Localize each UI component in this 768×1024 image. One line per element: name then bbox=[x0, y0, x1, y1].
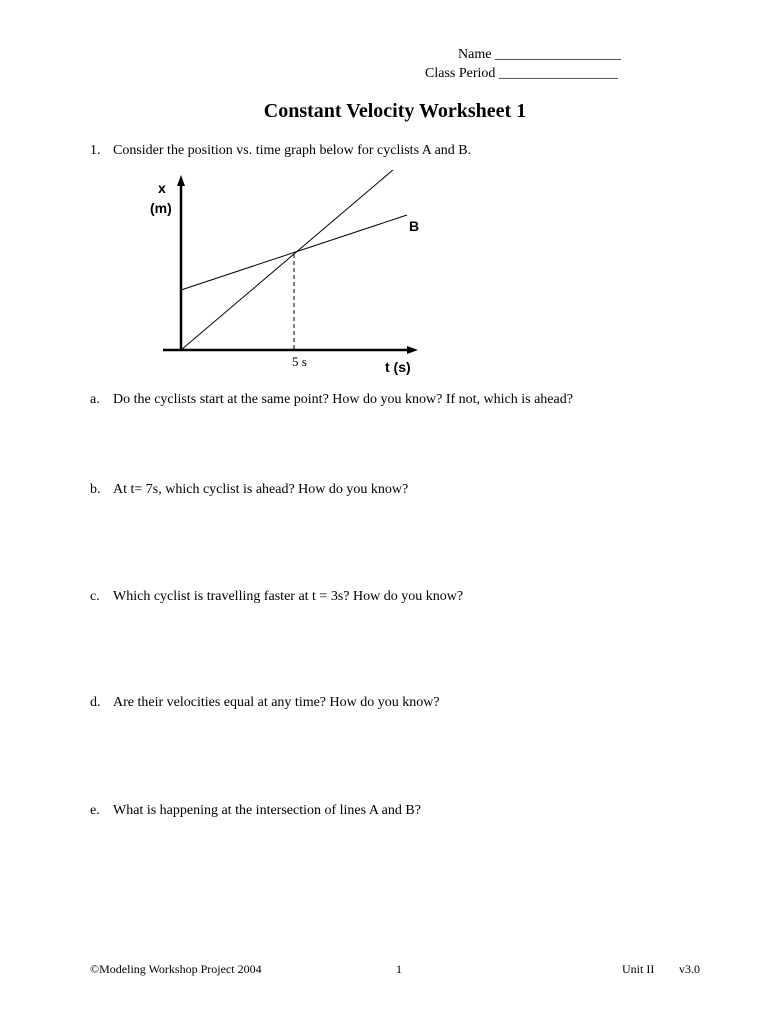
page-title: Constant Velocity Worksheet 1 bbox=[263, 100, 527, 122]
x-axis-arrow bbox=[407, 346, 418, 354]
question-1-number: 1. bbox=[90, 143, 101, 158]
y-axis-label-symbol: x bbox=[158, 180, 166, 196]
subquestion-row bbox=[0, 695, 768, 715]
subquestion-letter: c. bbox=[90, 589, 100, 604]
subquestion-text: Are their velocities equal at any time? How do you know? bbox=[113, 695, 440, 710]
subquestion-text: Do the cyclists start at the same point? How do you know? If not, which is ahead? bbox=[113, 392, 573, 407]
footer-version: v3.0 bbox=[679, 962, 700, 976]
subquestion-letter: b. bbox=[90, 482, 101, 497]
subquestion-text: Which cyclist is travelling faster at t = 3s? How do you know? bbox=[113, 589, 464, 604]
series-label-b: B bbox=[409, 218, 420, 234]
y-axis-arrow bbox=[177, 175, 185, 186]
footer-copyright: ©Modeling Workshop Project 2004 bbox=[90, 962, 262, 976]
subquestion-row bbox=[0, 589, 768, 609]
position-time-graph bbox=[0, 170, 768, 385]
subquestion-row bbox=[0, 392, 768, 412]
y-axis-label-unit: (m) bbox=[150, 200, 172, 216]
footer-page-number: 1 bbox=[396, 962, 402, 976]
subquestion-row bbox=[0, 482, 768, 502]
series-line-a bbox=[181, 170, 407, 350]
name-field-label: Name __________________ bbox=[458, 47, 621, 62]
subquestion-row bbox=[0, 803, 768, 823]
subquestion-text: At t= 7s, which cyclist is ahead? How do you know? bbox=[113, 482, 409, 497]
class-period-field-label: Class Period _________________ bbox=[425, 66, 618, 81]
question-1-text: Consider the position vs. time graph below for cyclists A and B. bbox=[113, 143, 472, 158]
question-1 bbox=[0, 143, 768, 163]
subquestion-letter: a. bbox=[90, 392, 100, 407]
x-axis-label: t (s) bbox=[385, 359, 411, 375]
subquestion-text: What is happening at the intersection of lines A and B? bbox=[113, 803, 421, 818]
subquestion-letter: e. bbox=[90, 803, 100, 818]
footer-unit: Unit II bbox=[622, 962, 655, 976]
x-tick-label: 5 s bbox=[292, 354, 307, 369]
subquestion-letter: d. bbox=[90, 695, 101, 710]
